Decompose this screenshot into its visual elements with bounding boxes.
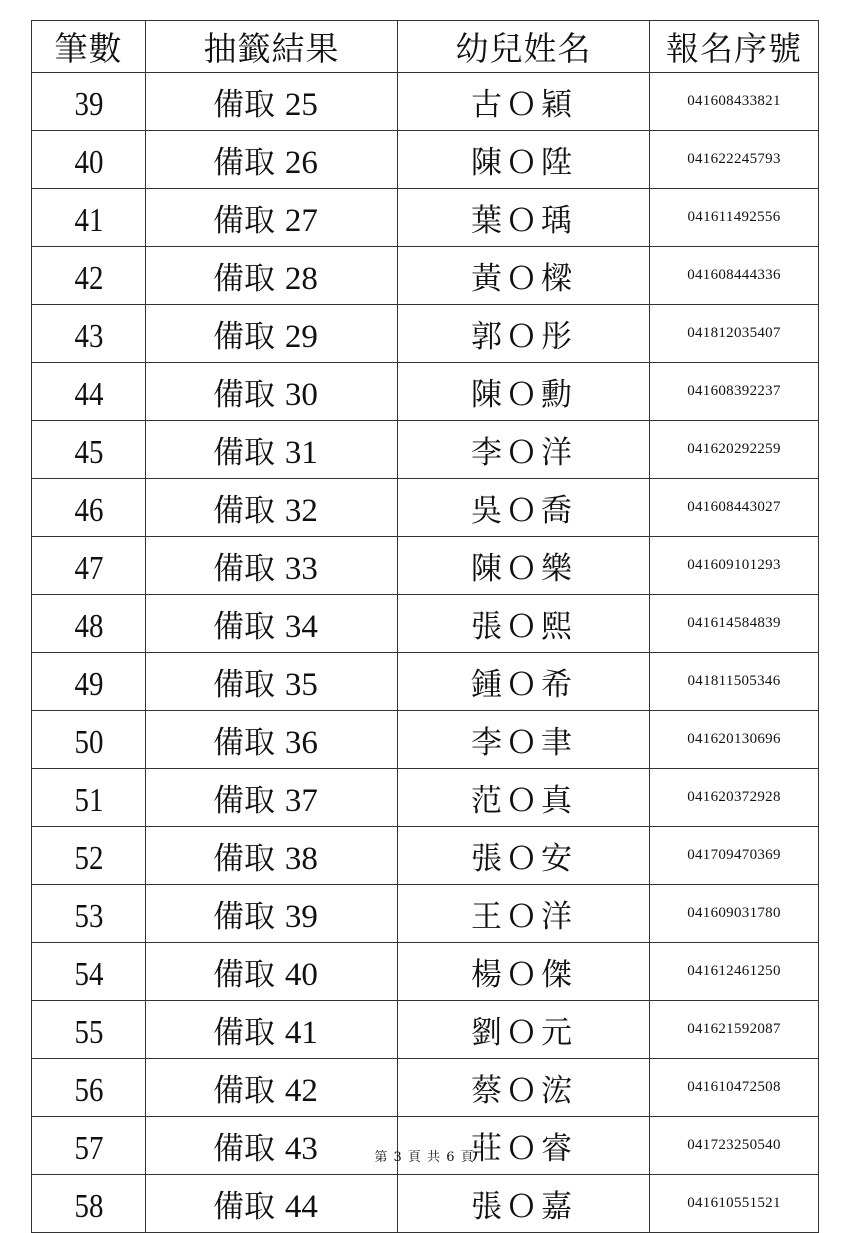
row-result <box>146 885 398 943</box>
row-child-name: 張Ｏ熙 <box>398 595 650 653</box>
row-result-prefix: 備取 <box>213 319 275 355</box>
row-result <box>146 421 398 479</box>
header-row <box>32 21 819 73</box>
row-result-prefix: 備取 <box>213 87 275 123</box>
header-result: 抽籤結果 <box>146 21 398 73</box>
row-result-number: 25 <box>284 87 318 123</box>
table-row <box>32 943 819 1001</box>
header-registration-no: 報名序號 <box>650 21 819 73</box>
row-registration-no: 041614584839 <box>650 595 819 653</box>
row-registration-no: 041709470369 <box>650 827 819 885</box>
row-result-number: 42 <box>284 1073 318 1109</box>
row-child-name: 吳Ｏ喬 <box>398 479 650 537</box>
table-body <box>32 73 819 1233</box>
row-count: 44 <box>40 363 137 421</box>
row-count: 49 <box>40 653 137 711</box>
row-result-prefix: 備取 <box>213 435 275 471</box>
row-count: 56 <box>40 1059 137 1117</box>
table-row <box>32 189 819 247</box>
row-registration-no: 041608444336 <box>650 247 819 305</box>
row-result-prefix: 備取 <box>213 609 275 645</box>
row-result <box>146 247 398 305</box>
row-count: 47 <box>40 537 137 595</box>
row-result-number: 38 <box>284 841 318 877</box>
row-count: 54 <box>40 943 137 1001</box>
row-result-prefix: 備取 <box>213 957 275 993</box>
row-registration-no: 041611492556 <box>650 189 819 247</box>
row-result-prefix: 備取 <box>213 493 275 529</box>
row-count: 43 <box>40 305 137 363</box>
row-result <box>146 653 398 711</box>
row-registration-no: 041620292259 <box>650 421 819 479</box>
row-child-name: 古Ｏ穎 <box>398 73 650 131</box>
row-child-name: 李Ｏ聿 <box>398 711 650 769</box>
row-registration-no: 041608443027 <box>650 479 819 537</box>
row-count: 48 <box>40 595 137 653</box>
header-count: 筆數 <box>32 21 146 73</box>
row-result-number: 40 <box>284 957 318 993</box>
row-count: 42 <box>40 247 137 305</box>
row-result-number: 35 <box>284 667 318 703</box>
row-registration-no: 041608433821 <box>650 73 819 131</box>
row-count: 53 <box>40 885 137 943</box>
row-child-name: 黃Ｏ樑 <box>398 247 650 305</box>
row-result <box>146 1059 398 1117</box>
row-result <box>146 73 398 131</box>
row-result <box>146 711 398 769</box>
row-result-number: 39 <box>284 899 318 935</box>
row-result-number: 29 <box>284 319 318 355</box>
row-child-name: 劉Ｏ元 <box>398 1001 650 1059</box>
row-count: 55 <box>40 1001 137 1059</box>
row-registration-no: 041621592087 <box>650 1001 819 1059</box>
row-registration-no: 041612461250 <box>650 943 819 1001</box>
row-result <box>146 537 398 595</box>
row-count: 40 <box>40 131 137 189</box>
row-result-prefix: 備取 <box>213 1131 275 1167</box>
row-registration-no: 041608392237 <box>650 363 819 421</box>
row-result <box>146 305 398 363</box>
row-registration-no: 041609031780 <box>650 885 819 943</box>
row-result-prefix: 備取 <box>213 1189 275 1225</box>
row-child-name: 張Ｏ安 <box>398 827 650 885</box>
row-child-name: 范Ｏ真 <box>398 769 650 827</box>
row-child-name: 葉Ｏ瑀 <box>398 189 650 247</box>
header-child-name: 幼兒姓名 <box>398 21 650 73</box>
row-count: 52 <box>40 827 137 885</box>
table-row <box>32 885 819 943</box>
row-child-name: 郭Ｏ彤 <box>398 305 650 363</box>
table-row <box>32 363 819 421</box>
row-registration-no: 041620372928 <box>650 769 819 827</box>
row-result <box>146 1175 398 1233</box>
table-row <box>32 1175 819 1233</box>
table-row <box>32 653 819 711</box>
row-result <box>146 595 398 653</box>
row-result-number: 28 <box>284 261 318 297</box>
row-result-number: 43 <box>284 1131 318 1167</box>
row-result-number: 36 <box>284 725 318 761</box>
row-registration-no: 041620130696 <box>650 711 819 769</box>
row-result-number: 26 <box>284 145 318 181</box>
row-result-prefix: 備取 <box>213 377 275 413</box>
row-result-number: 33 <box>284 551 318 587</box>
row-child-name: 陳Ｏ陞 <box>398 131 650 189</box>
row-result <box>146 363 398 421</box>
table-row <box>32 305 819 363</box>
row-result-number: 27 <box>284 203 318 239</box>
row-child-name: 李Ｏ洋 <box>398 421 650 479</box>
row-result-number: 44 <box>284 1189 318 1225</box>
row-child-name: 鍾Ｏ希 <box>398 653 650 711</box>
row-result-prefix: 備取 <box>213 203 275 239</box>
row-result-prefix: 備取 <box>213 1015 275 1051</box>
row-result-number: 37 <box>284 783 318 819</box>
table-row <box>32 131 819 189</box>
row-count: 39 <box>40 73 137 131</box>
row-result-prefix: 備取 <box>213 783 275 819</box>
row-registration-no: 041610551521 <box>650 1175 819 1233</box>
row-result <box>146 189 398 247</box>
row-count: 46 <box>40 479 137 537</box>
row-registration-no: 041609101293 <box>650 537 819 595</box>
row-result <box>146 479 398 537</box>
lottery-result-table <box>31 20 819 1233</box>
row-registration-no: 041812035407 <box>650 305 819 363</box>
row-count: 45 <box>40 421 137 479</box>
row-result <box>146 827 398 885</box>
row-result-prefix: 備取 <box>213 1073 275 1109</box>
row-registration-no: 041622245793 <box>650 131 819 189</box>
table-row <box>32 247 819 305</box>
row-result-prefix: 備取 <box>213 899 275 935</box>
row-result-number: 31 <box>284 435 318 471</box>
row-result-number: 41 <box>284 1015 318 1051</box>
table-row <box>32 769 819 827</box>
table-row <box>32 537 819 595</box>
row-registration-no: 041723250540 <box>650 1117 819 1175</box>
row-result-prefix: 備取 <box>213 261 275 297</box>
row-result-prefix: 備取 <box>213 841 275 877</box>
row-child-name: 莊Ｏ睿 <box>398 1117 650 1175</box>
row-result-prefix: 備取 <box>213 551 275 587</box>
row-child-name: 陳Ｏ勳 <box>398 363 650 421</box>
row-count: 57 <box>40 1117 137 1175</box>
row-result-number: 34 <box>284 609 318 645</box>
row-registration-no: 041610472508 <box>650 1059 819 1117</box>
table-row <box>32 73 819 131</box>
row-result-number: 30 <box>284 377 318 413</box>
table-row <box>32 421 819 479</box>
row-count: 51 <box>40 769 137 827</box>
table-row <box>32 595 819 653</box>
row-child-name: 王Ｏ洋 <box>398 885 650 943</box>
row-result <box>146 943 398 1001</box>
row-count: 58 <box>40 1175 137 1233</box>
row-result <box>146 131 398 189</box>
table-row <box>32 711 819 769</box>
row-child-name: 張Ｏ嘉 <box>398 1175 650 1233</box>
row-result-prefix: 備取 <box>213 725 275 761</box>
row-result-prefix: 備取 <box>213 145 275 181</box>
row-child-name: 蔡Ｏ浤 <box>398 1059 650 1117</box>
table-row <box>32 1059 819 1117</box>
table-row <box>32 479 819 537</box>
row-result <box>146 1001 398 1059</box>
row-child-name: 陳Ｏ樂 <box>398 537 650 595</box>
row-result-number: 32 <box>284 493 318 529</box>
table-row <box>32 1001 819 1059</box>
row-child-name: 楊Ｏ傑 <box>398 943 650 1001</box>
row-result-prefix: 備取 <box>213 667 275 703</box>
table-row <box>32 827 819 885</box>
row-registration-no: 041811505346 <box>650 653 819 711</box>
row-result <box>146 769 398 827</box>
row-count: 41 <box>40 189 137 247</box>
row-count: 50 <box>40 711 137 769</box>
page-footer: 第 3 頁 共 6 頁 <box>374 1150 475 1165</box>
